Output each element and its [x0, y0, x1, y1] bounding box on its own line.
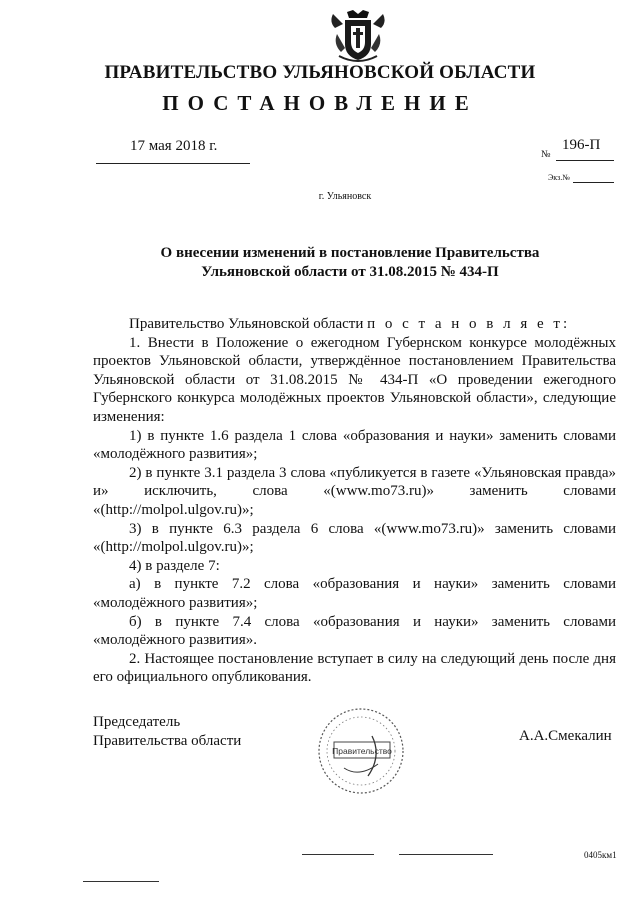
body-paragraph: 3) в пункте 6.3 раздела 6 слова «(www.mo73.ru)» заменить словами «(http://molpol.ulgov.ru)»; — [93, 520, 616, 556]
signer-position-line-1: Председатель — [93, 714, 181, 730]
bottom-rule-right — [399, 854, 493, 855]
signer-position-line-2: Правительства области — [93, 732, 242, 749]
city-label: г. Ульяновск — [318, 191, 372, 202]
body-paragraph: 2. Настоящее постановление вступает в силу на следующий день после дня его официального опубликования. — [93, 650, 616, 686]
copy-number-label: Экз.№ — [548, 173, 570, 182]
body-paragraph: 4) в разделе 7: — [129, 557, 220, 574]
bottom-rule-left — [302, 854, 374, 855]
stamp-text: Правительство — [332, 746, 392, 756]
number-sign: № — [541, 149, 551, 160]
number-underline — [556, 160, 614, 161]
footer-code: 0405км1 — [584, 850, 617, 860]
body-paragraph: 1) в пункте 1.6 раздела 1 слова «образования и науки» заменить словами «молодёжного развития»; — [93, 427, 616, 463]
document-type-heading: ПОСТАНОВЛЕНИЕ — [162, 91, 478, 115]
body-paragraph: б) в пункте 7.4 слова «образования и науки» заменить словами «молодёжного развития». — [93, 613, 616, 649]
intro-line — [93, 315, 616, 334]
organization-title: ПРАВИТЕЛЬСТВО УЛЬЯНОВСКОЙ ОБЛАСТИ — [104, 62, 536, 83]
footer-rule — [83, 881, 159, 882]
subject-line-1: О внесении изменений в постановление Правительства — [160, 245, 540, 261]
document-body — [93, 315, 616, 687]
body-paragraph: 2) в пункте 3.1 раздела 3 слова «публикуется в газете «Ульяновская правда» и» исключить, слова «(www.mo73.ru)» заменить словами «(http://molpol.ulgov.ru)»; — [93, 464, 616, 518]
copy-number-line — [573, 182, 614, 183]
document-date: 17 мая 2018 г. — [130, 138, 218, 154]
intro-verb: п о с т а н о в л я е т: — [367, 316, 571, 332]
document-subject — [100, 244, 600, 282]
date-underline — [96, 163, 250, 164]
body-paragraph: 1. Внести в Положение о ежегодном Губернском конкурсе молодёжных проектов Ульяновской области, утверждённое постановлением Правительства Ульяновской области от 31.08.2015 № 434-П «О проведении ежегодного Губернского конкурса молодёжных проектов Ульяновской области», следующие изменения: — [93, 334, 616, 425]
subject-line-2: Ульяновской области от 31.08.2015 № 434-П — [201, 264, 499, 280]
document-number: 196-П — [562, 137, 601, 153]
official-stamp — [314, 706, 408, 796]
intro-subject: Правительство Ульяновской области — [129, 316, 364, 332]
signer-name: А.А.Смекалин — [519, 728, 612, 744]
coat-of-arms-emblem — [325, 8, 391, 64]
signer-position — [93, 713, 241, 750]
body-paragraph: а) в пункте 7.2 слова «образования и науки» заменить словами «молодёжного развития»; — [93, 576, 616, 611]
